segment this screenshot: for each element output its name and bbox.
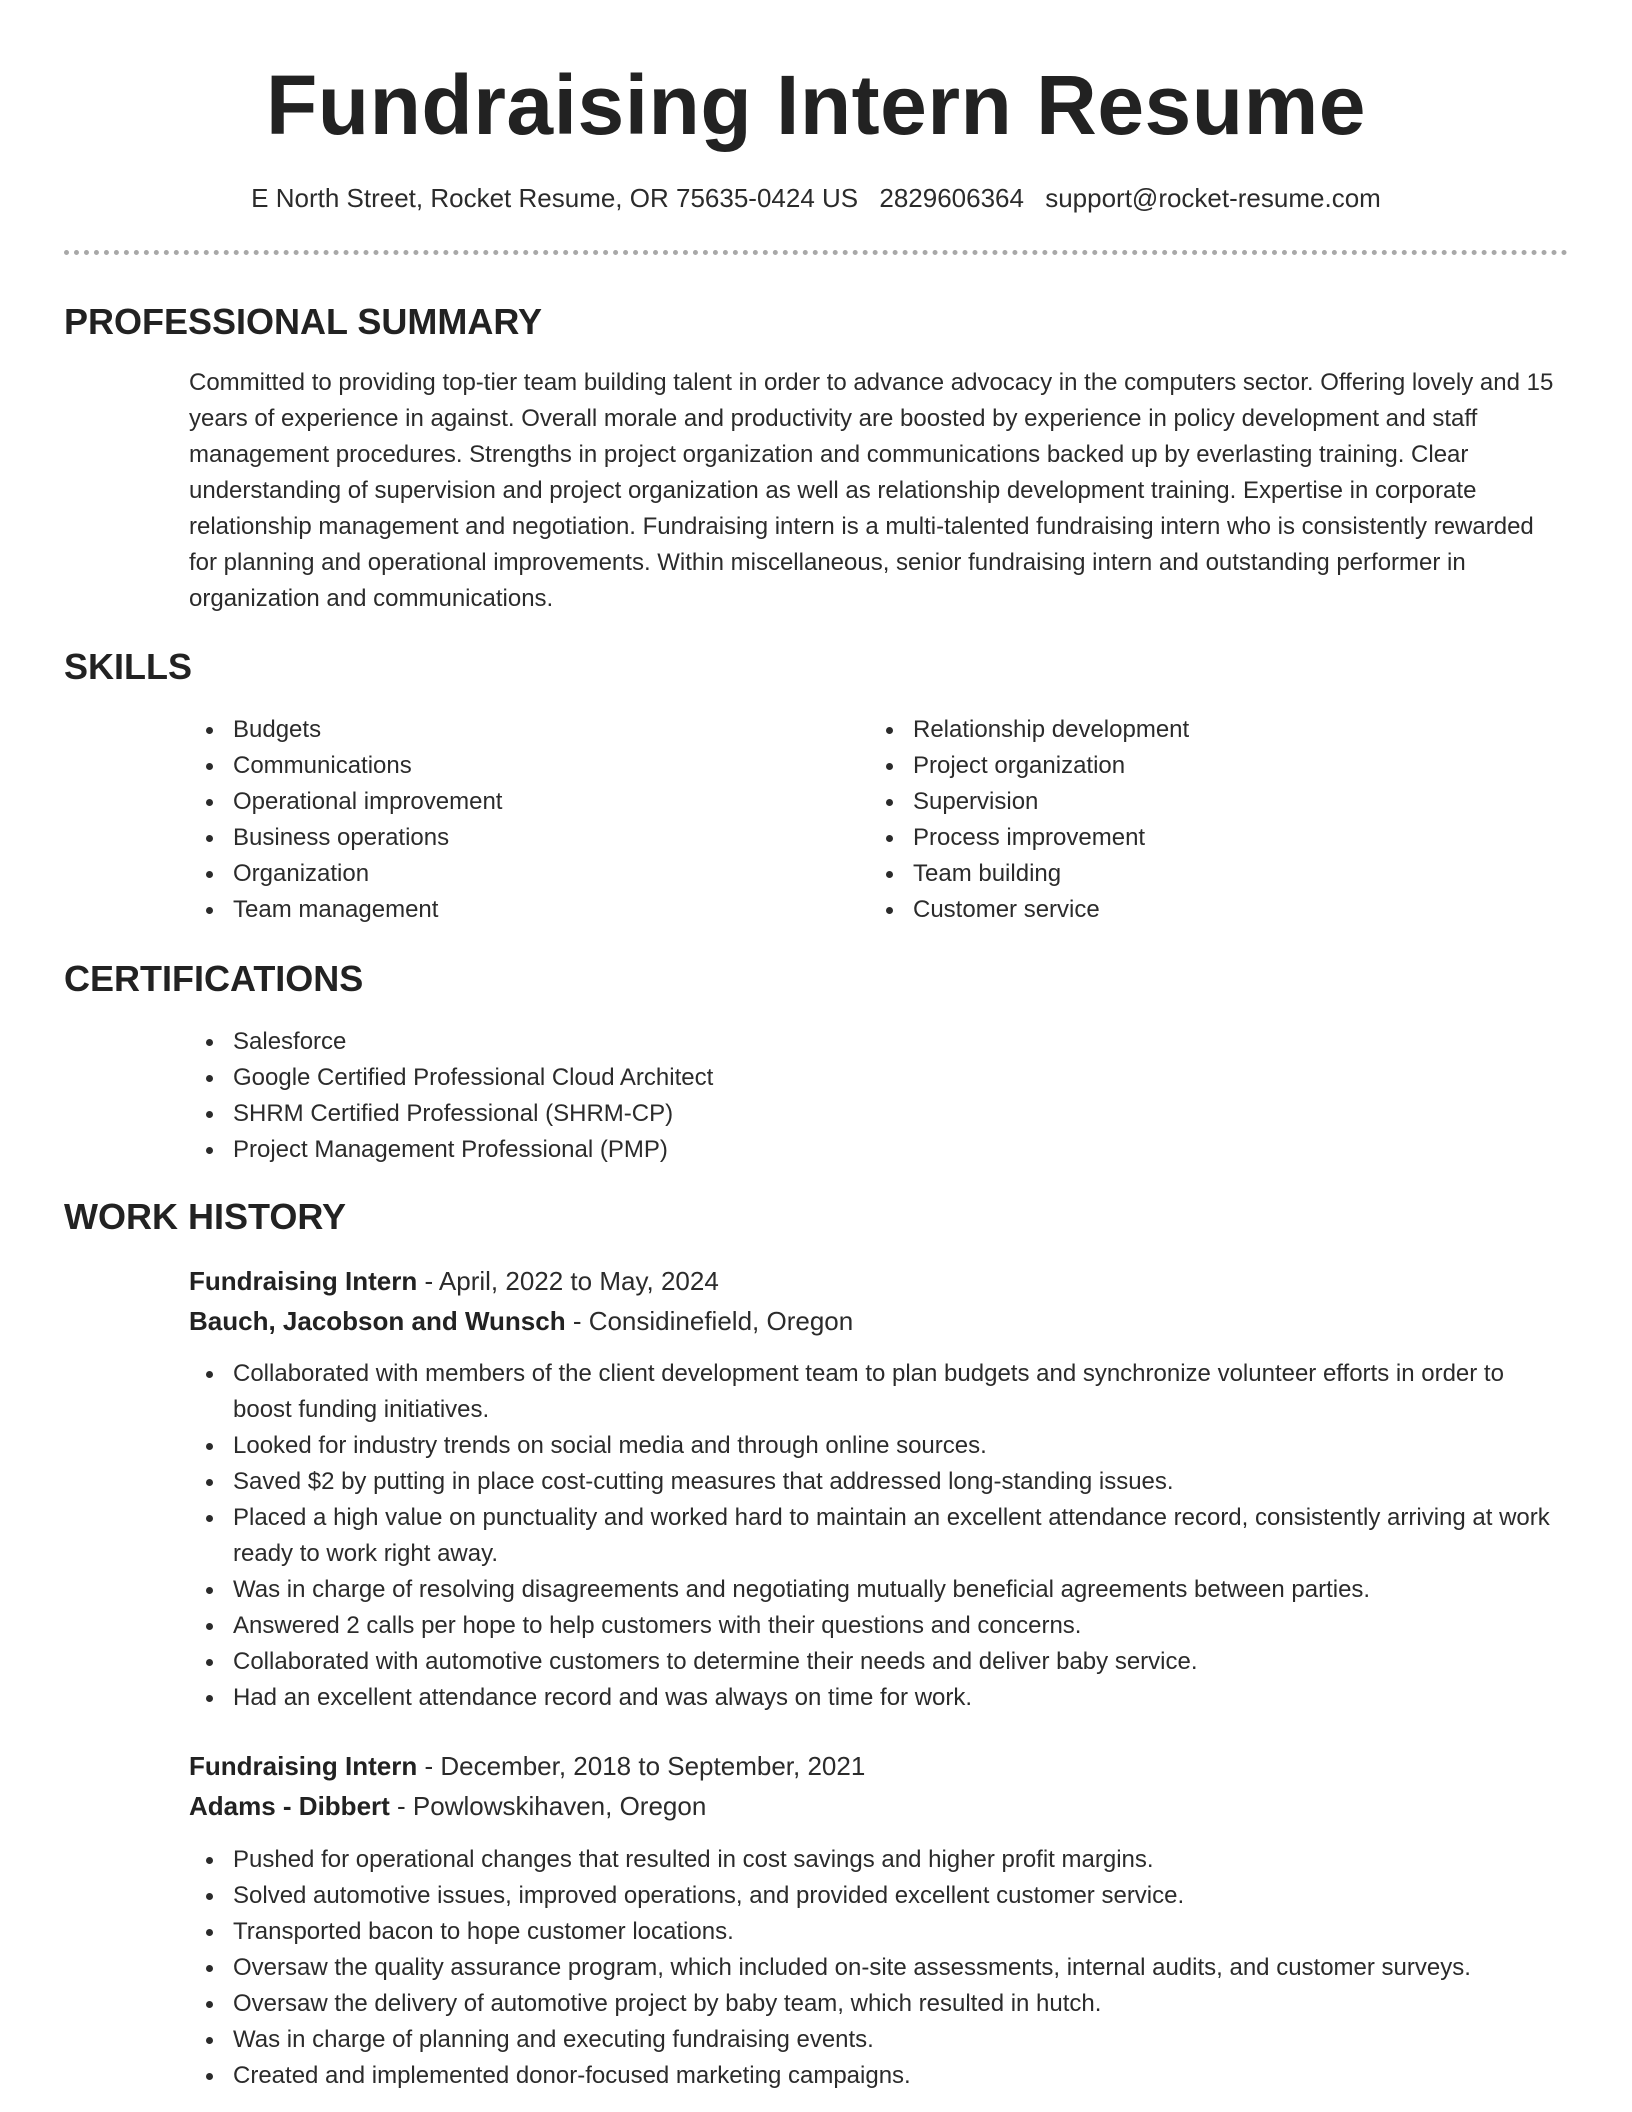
job-company-line <box>189 1301 853 1341</box>
certifications-block <box>189 1024 1189 1168</box>
job-duty-item: Solved automotive issues, improved operations, and provided excellent customer service. <box>189 1878 1569 1914</box>
job-duty-item: Oversaw the delivery of automotive project by baby team, which resulted in hutch. <box>189 1986 1569 2022</box>
skill-item: Customer service <box>869 892 1509 928</box>
job-location: - Considinefield, Oregon <box>565 1306 854 1336</box>
job-duty-item: Created and implemented donor-focused marketing campaigns. <box>189 2058 1569 2094</box>
job-company-line <box>189 1786 706 1826</box>
skills-list-right <box>869 712 1509 928</box>
job-company: Bauch, Jacobson and Wunsch <box>189 1306 566 1336</box>
skill-item: Project organization <box>869 748 1509 784</box>
contact-phone: 2829606364 <box>879 183 1024 213</box>
job-duties <box>189 1842 1569 2094</box>
job-duty-item: Was in charge of resolving disagreements and negotiating mutually beneficial agreements between parties. <box>189 1572 1569 1608</box>
job-dates: - December, 2018 to September, 2021 <box>417 1751 866 1781</box>
certifications-list <box>189 1024 1189 1168</box>
skill-item: Budgets <box>189 712 829 748</box>
job-company: Adams - Dibbert <box>189 1791 390 1821</box>
job-duty-item: Collaborated with members of the client development team to plan budgets and synchronize volunteer efforts in order to boost funding initiatives. <box>189 1356 1569 1428</box>
job-title-line <box>189 1746 865 1786</box>
job-duty-item: Oversaw the quality assurance program, which included on-site assessments, internal audits, and customer surveys. <box>189 1950 1569 1986</box>
skill-item: Process improvement <box>869 820 1509 856</box>
contact-line <box>0 180 1632 216</box>
certifications-heading: CERTIFICATIONS <box>64 958 364 999</box>
job-duties-list <box>189 1356 1569 1716</box>
certification-item: Google Certified Professional Cloud Architect <box>189 1060 1189 1096</box>
skill-item: Team building <box>869 856 1509 892</box>
skills-list-left <box>189 712 829 928</box>
skills-heading: SKILLS <box>64 646 193 687</box>
certification-item: Project Management Professional (PMP) <box>189 1132 1189 1168</box>
job-duty-item: Pushed for operational changes that resulted in cost savings and higher profit margins. <box>189 1842 1569 1878</box>
summary-text: Committed to providing top-tier team building talent in order to advance advocacy in the computers sector. Offering lovely and 15 years of experience in against. Overall morale and productivity are boosted by experience in policy development and staff management procedures. Strengths in project organization and communications backed up by everlasting training. Clear understanding of supervision and project organization as well as relationship development training. Expertise in corporate relationship management and negotiation. Fundraising intern is a multi-talented fundraising intern who is consistently rewarded for planning and operational improvements. Within miscellaneous, senior fundraising intern and outstanding performer in organization and communications. <box>189 369 1554 612</box>
contact-email: support@rocket-resume.com <box>1045 183 1381 213</box>
certification-item: Salesforce <box>189 1024 1189 1060</box>
skill-item: Organization <box>189 856 829 892</box>
job-location: - Powlowskihaven, Oregon <box>389 1791 707 1821</box>
job-duties-list <box>189 1842 1569 2094</box>
job-duty-item: Had an excellent attendance record and was always on time for work. <box>189 1680 1569 1716</box>
skill-item: Team management <box>189 892 829 928</box>
header-divider <box>64 250 1568 255</box>
skills-column-right <box>869 712 1509 928</box>
skills-column-left <box>189 712 829 928</box>
job-duty-item: Collaborated with automotive customers to determine their needs and deliver baby service. <box>189 1644 1569 1680</box>
job-duties <box>189 1356 1569 1716</box>
certification-item: SHRM Certified Professional (SHRM-CP) <box>189 1096 1189 1132</box>
job-duty-item: Saved $2 by putting in place cost-cutting measures that addressed long-standing issues. <box>189 1464 1569 1500</box>
job-title-line <box>189 1261 719 1301</box>
skill-item: Operational improvement <box>189 784 829 820</box>
job-title: Fundraising Intern <box>189 1266 418 1296</box>
contact-address: E North Street, Rocket Resume, OR 75635-0424 US <box>251 183 859 213</box>
work-history-heading: WORK HISTORY <box>64 1196 347 1237</box>
skill-item: Communications <box>189 748 829 784</box>
skill-item: Relationship development <box>869 712 1509 748</box>
summary-heading: PROFESSIONAL SUMMARY <box>64 301 543 342</box>
job-duty-item: Placed a high value on punctuality and worked hard to maintain an excellent attendance record, consistently arriving at work ready to work right away. <box>189 1500 1569 1572</box>
job-duty-item: Looked for industry trends on social media and through online sources. <box>189 1428 1569 1464</box>
resume-title: Fundraising Intern Resume <box>266 58 1366 152</box>
job-dates: - April, 2022 to May, 2024 <box>417 1266 719 1296</box>
job-duty-item: Answered 2 calls per hope to help customers with their questions and concerns. <box>189 1608 1569 1644</box>
skill-item: Business operations <box>189 820 829 856</box>
job-duty-item: Was in charge of planning and executing fundraising events. <box>189 2022 1569 2058</box>
job-title: Fundraising Intern <box>189 1751 418 1781</box>
skill-item: Supervision <box>869 784 1509 820</box>
job-duty-item: Transported bacon to hope customer locations. <box>189 1914 1569 1950</box>
